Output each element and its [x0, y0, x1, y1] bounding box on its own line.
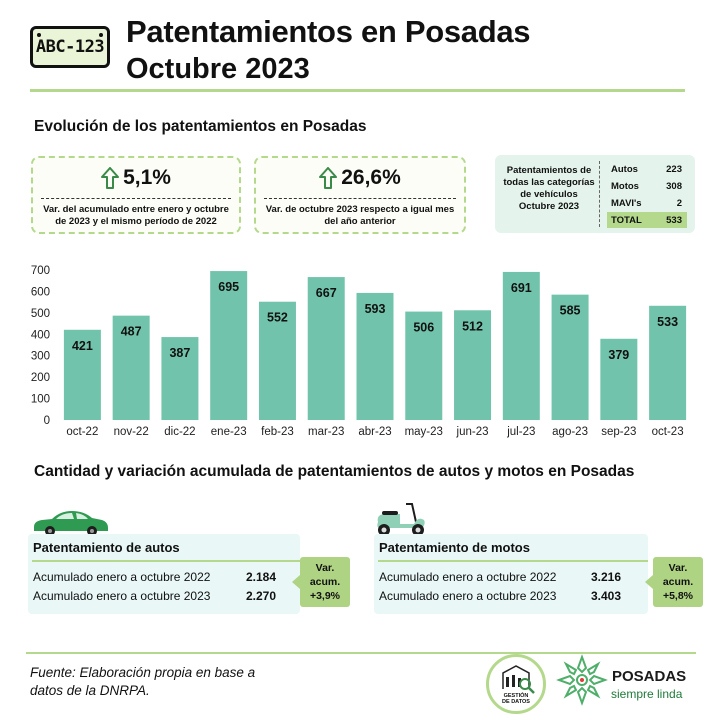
- bar-data-label: 695: [218, 280, 240, 295]
- section-title-cumulative: Cantidad y variación acumulada de patentamientos de autos y motos en Posadas: [34, 463, 635, 480]
- gd-logo-line: GESTIÓN: [503, 693, 529, 699]
- categories-label: Patentamientos de todas las categorías de vehículos Octubre 2023: [503, 165, 595, 212]
- card-row-label: Acumulado enero a octubre 2022: [33, 570, 211, 584]
- x-tick-label: nov-22: [113, 426, 149, 438]
- page-subtitle: Octubre 2023: [126, 53, 310, 85]
- card-row-value: 2.184: [246, 570, 277, 584]
- y-tick-label: 300: [30, 350, 50, 363]
- stat-value: 5,1%: [123, 166, 171, 189]
- posadas-flower-logo: [556, 654, 608, 706]
- bar-data-label: 667: [315, 286, 337, 301]
- card-divider: [32, 560, 302, 562]
- posadas-name: POSADAS: [612, 668, 687, 685]
- card-row-label: Acumulado enero a octubre 2023: [379, 589, 557, 603]
- x-tick-label: abr-23: [358, 426, 392, 438]
- building-icon: [489, 659, 543, 695]
- var-value: +5,8%: [662, 590, 694, 602]
- card-row-label: Acumulado enero a octubre 2022: [379, 570, 557, 584]
- row-value: 223: [666, 163, 682, 175]
- categories-table: [495, 155, 695, 233]
- source-line: datos de la DNRPA.: [30, 683, 150, 698]
- card-row-value: 3.216: [591, 570, 622, 584]
- x-tick-label: feb-23: [261, 426, 294, 438]
- categories-total-row: [607, 212, 687, 228]
- bar-data-label: 421: [71, 338, 93, 353]
- x-tick-label: ago-23: [552, 426, 588, 438]
- bar-data-label: 552: [267, 310, 288, 325]
- x-tick-label: jun-23: [456, 426, 489, 438]
- card-title: Patentamiento de motos: [379, 540, 530, 555]
- stat-description: Var. del acumulado entre enero y octubre de 2023 y el mismo período de 2022: [43, 204, 229, 227]
- stat-value: 26,6%: [341, 166, 401, 189]
- y-tick-label: 600: [30, 286, 50, 299]
- var-label: Var.: [315, 562, 335, 574]
- x-tick-label: sep-23: [601, 426, 637, 438]
- car-icon: [30, 507, 110, 537]
- card-divider: [378, 560, 648, 562]
- autos-variation-badge: [300, 557, 350, 607]
- header-divider: [30, 89, 685, 92]
- bar-data-label: 512: [462, 319, 483, 334]
- stat-box-cumulative: [31, 156, 241, 234]
- y-tick-label: 400: [30, 329, 50, 342]
- gestion-de-datos-logo: [486, 654, 546, 714]
- bar-data-label: 387: [169, 346, 191, 361]
- x-tick-label: oct-22: [66, 426, 99, 438]
- motos-variation-badge: [653, 557, 703, 607]
- bar-data-label: 691: [510, 280, 532, 295]
- x-tick-label: may-23: [404, 426, 443, 438]
- row-value: 308: [666, 180, 682, 192]
- x-tick-label: dic-22: [164, 426, 196, 438]
- var-label: acum.: [662, 576, 694, 588]
- row-name: Motos: [611, 180, 639, 192]
- y-tick-label: 100: [30, 393, 50, 406]
- arrow-up-icon: [319, 167, 337, 189]
- stat-description: Var. de octubre 2023 respecto a igual mes del año anterior: [265, 204, 455, 227]
- bar-data-label: 506: [413, 320, 435, 335]
- var-label: acum.: [309, 576, 341, 588]
- row-name: TOTAL: [611, 214, 642, 226]
- categories-row: [607, 195, 687, 211]
- x-tick-label: ene-23: [210, 426, 247, 438]
- source-line: Fuente: Elaboración propia en base a: [30, 665, 256, 680]
- arrow-up-icon: [101, 167, 119, 189]
- bar-data-label: 487: [120, 324, 142, 339]
- card-row-label: Acumulado enero a octubre 2023: [33, 589, 211, 603]
- posadas-slogan: siempre linda: [611, 687, 683, 701]
- row-value: 533: [666, 214, 682, 226]
- autos-card: [28, 534, 300, 614]
- plate-text: ABC-123: [35, 37, 105, 57]
- card-row-value: 2.270: [246, 589, 277, 603]
- section-title-evolution: Evolución de los patentamientos en Posadas: [34, 118, 367, 135]
- y-tick-label: 200: [30, 372, 50, 385]
- x-tick-label: mar-23: [308, 426, 345, 438]
- bar-data-label: 379: [608, 347, 630, 362]
- var-value: +3,9%: [309, 590, 341, 602]
- var-label: Var.: [668, 562, 688, 574]
- categories-row: [607, 178, 687, 194]
- stat-divider: [41, 198, 231, 199]
- bar-data-label: 585: [559, 303, 581, 318]
- card-row-value: 3.403: [591, 589, 622, 603]
- license-plate-logo: [30, 26, 110, 68]
- row-name: Autos: [611, 163, 638, 175]
- y-tick-label: 500: [30, 307, 50, 320]
- monthly-registrations-bar-chart: [28, 262, 698, 444]
- y-tick-label: 700: [30, 265, 50, 277]
- row-name: MAVI's: [611, 197, 642, 209]
- x-tick-label: jul-23: [507, 426, 536, 438]
- card-title: Patentamiento de autos: [33, 540, 180, 555]
- page-title: Patentamientos en Posadas: [126, 14, 531, 49]
- bar-data-label: 533: [657, 314, 679, 329]
- categories-divider: [599, 161, 600, 227]
- x-tick-label: oct-23: [651, 426, 684, 438]
- y-tick-label: 0: [43, 415, 50, 427]
- row-value: 2: [676, 197, 682, 209]
- stat-divider: [264, 198, 456, 199]
- categories-row: [607, 161, 687, 177]
- motos-card: [374, 534, 648, 614]
- gd-logo-line: DE DATOS: [502, 699, 530, 705]
- source-note: [30, 664, 280, 700]
- stat-box-monthly: [254, 156, 466, 234]
- bar-data-label: 593: [364, 301, 386, 316]
